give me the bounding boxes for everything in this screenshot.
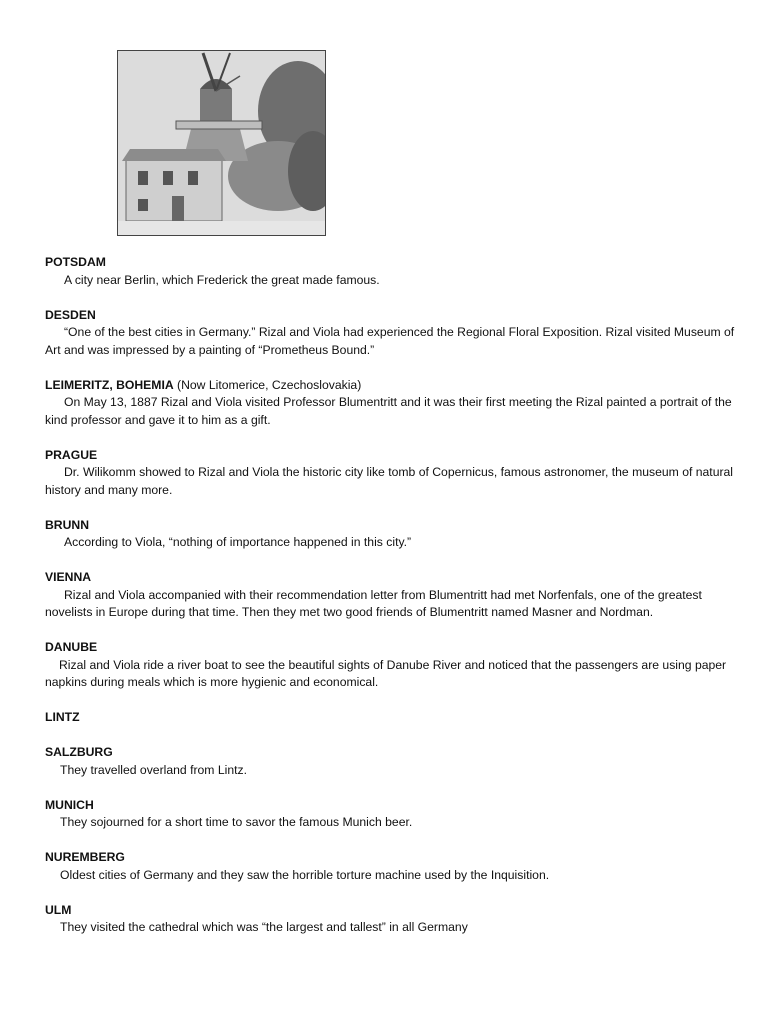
entry-heading: SALZBURG	[45, 745, 113, 759]
entry-text: “One of the best cities in Germany.” Rizal and Viola had experienced the Regional Floral Exposition. Rizal visited Museum of Art and was impressed by a painting of “Prometheus Bound.”	[45, 325, 735, 357]
entry-text: Rizal and Viola ride a river boat to see the beautiful sights of Danube River and noticed that the passengers are using paper napkins during meals which is more hygienic and economical.	[45, 657, 727, 689]
document-body	[45, 254, 735, 954]
entry-text: Oldest cities of Germany and they saw the horrible torture machine used by the Inquisition.	[60, 867, 550, 882]
entry-subheading: (Now Litomerice, Czechoslovakia)	[173, 377, 362, 392]
entry-ulm	[45, 902, 735, 937]
entry-heading: LINTZ	[45, 710, 80, 724]
entry-heading: DANUBE	[45, 640, 98, 654]
entry-text: A city near Berlin, which Frederick the great made famous.	[64, 272, 380, 287]
entry-brunn	[45, 517, 735, 552]
entry-text: They visited the cathedral which was “the largest and tallest” in all Germany	[60, 920, 468, 934]
entry-vienna	[45, 569, 735, 622]
entry-salzburg	[45, 744, 735, 779]
entry-heading: DESDEN	[45, 307, 96, 322]
entry-leimeritz	[45, 377, 735, 430]
entry-potsdam	[45, 254, 735, 289]
entry-heading: VIENNA	[45, 570, 92, 584]
entry-heading: MUNICH	[45, 797, 94, 812]
entry-text: According to Viola, “nothing of importance happened in this city.”	[64, 535, 412, 549]
windmill-photo	[117, 50, 326, 236]
entry-desden	[45, 307, 735, 360]
entry-lintz	[45, 709, 735, 727]
entry-heading: POTSDAM	[45, 255, 106, 269]
entry-heading: LEIMERITZ, BOHEMIA (Now Litomerice, Czechoslovakia)	[45, 377, 362, 392]
entry-text: Rizal and Viola accompanied with their recommendation letter from Blumentritt had met Norfenfals, one of the greatest novelists in Europe during that time. Then they met two good friends of Blumentritt named Masner and Nordman.	[45, 587, 702, 619]
entry-text: Dr. Wilikomm showed to Rizal and Viola the historic city like tomb of Copernicus, famous astronomer, the museum of natural history and many more.	[45, 465, 734, 497]
entry-text: They sojourned for a short time to savor the famous Munich beer.	[60, 815, 413, 829]
entry-heading: BRUNN	[45, 517, 90, 532]
entry-nuremberg	[45, 849, 735, 884]
entry-danube	[45, 639, 735, 692]
entry-heading: NUREMBERG	[45, 850, 125, 864]
entry-heading: ULM	[45, 902, 72, 917]
entry-heading: PRAGUE	[45, 447, 98, 462]
entry-text: On May 13, 1887 Rizal and Viola visited Professor Blumentritt and it was their first meeting the Rizal painted a portrait of the kind professor and gave it to him as a gift.	[45, 395, 732, 427]
entry-munich	[45, 797, 735, 832]
entry-text: They travelled overland from Lintz.	[60, 762, 247, 777]
entry-prague	[45, 447, 735, 500]
